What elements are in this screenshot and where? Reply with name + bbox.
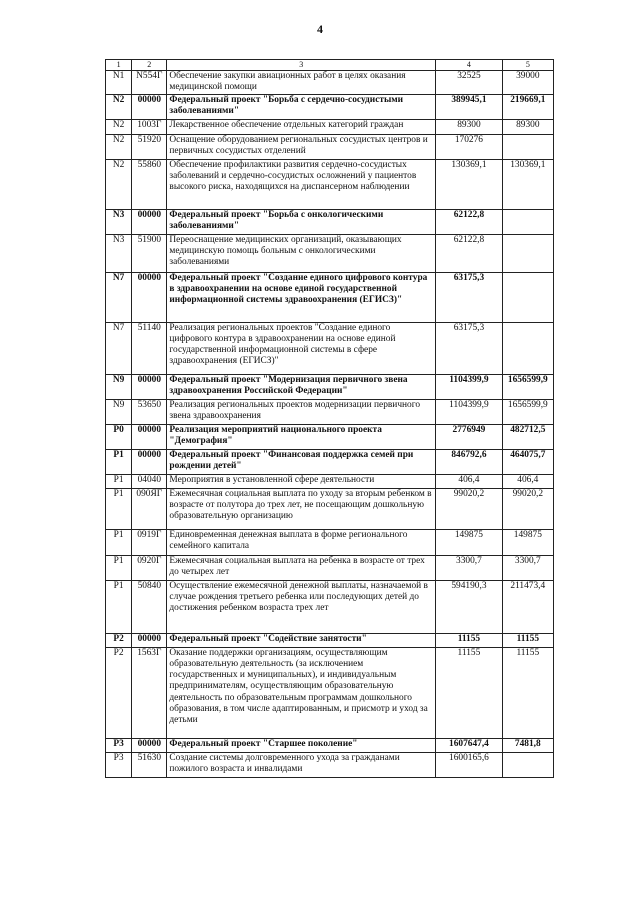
amount-year-1-cell: 170276 — [436, 134, 502, 159]
table-row — [106, 738, 554, 752]
description-cell: Ежемесячная социальная выплата на ребенка в возрасте от трех до четырех лет — [167, 555, 436, 580]
section-code-cell: P1 — [106, 488, 132, 529]
table-body — [106, 71, 554, 778]
amount-year-2-cell: 149875 — [502, 529, 553, 555]
item-code-cell: 00000 — [132, 209, 167, 234]
table-row — [106, 119, 554, 134]
section-code-cell: N2 — [106, 94, 132, 119]
amount-year-2-cell — [502, 209, 553, 234]
description-cell: Федеральный проект "Создание единого цифрового контура в здравоохранении на основе единой государственной информационной системы здравоохранения (ЕГИСЗ)" — [167, 272, 436, 322]
description-cell: Федеральный проект "Старшее поколение" — [167, 738, 436, 752]
item-code-cell: 51920 — [132, 134, 167, 159]
amount-year-1-cell: 99020,2 — [436, 488, 502, 529]
amount-year-1-cell: 389945,1 — [436, 94, 502, 119]
description-cell: Обеспечение закупки авиационных работ в целях оказания медицинской помощи — [167, 71, 436, 95]
amount-year-2-cell — [502, 752, 553, 777]
description-cell: Реализация мероприятий национального проекта "Демография" — [167, 424, 436, 449]
item-code-cell: 00000 — [132, 272, 167, 322]
amount-year-1-cell: 3300,7 — [436, 555, 502, 580]
amount-year-1-cell: 594190,3 — [436, 580, 502, 633]
amount-year-2-cell — [502, 322, 553, 374]
table-row — [106, 322, 554, 374]
description-cell: Реализация региональных проектов "Создание единого цифрового контура в здравоохранении на основе единой государственной информационной системы в сфере здравоохранения (ЕГИСЗ)" — [167, 322, 436, 374]
section-code-cell: N7 — [106, 272, 132, 322]
item-code-cell: 55860 — [132, 159, 167, 209]
description-cell: Обеспечение профилактики развития сердечно-сосудистых заболеваний и сердечно-сосудистых осложнений у пациентов высокого риска, находящихся на диспансерном наблюдении — [167, 159, 436, 209]
amount-year-2-cell: 7481,8 — [502, 738, 553, 752]
section-code-cell: P2 — [106, 633, 132, 647]
page-number: 4 — [317, 22, 323, 36]
amount-year-2-cell: 464075,7 — [502, 449, 553, 474]
description-cell: Федеральный проект "Модернизация первичного звена здравоохранения Российской Федерации" — [167, 374, 436, 399]
amount-year-2-cell: 99020,2 — [502, 488, 553, 529]
table-row — [106, 209, 554, 234]
amount-year-1-cell: 11155 — [436, 633, 502, 647]
item-code-cell: 53650 — [132, 399, 167, 424]
amount-year-1-cell: 11155 — [436, 647, 502, 738]
table-row — [106, 647, 554, 738]
item-code-cell: 51900 — [132, 234, 167, 272]
section-code-cell: N3 — [106, 209, 132, 234]
table-row — [106, 234, 554, 272]
amount-year-2-cell: 482712,5 — [502, 424, 553, 449]
description-cell: Реализация региональных проектов модернизации первичного звена здравоохранения — [167, 399, 436, 424]
description-cell: Федеральный проект "Содействие занятости" — [167, 633, 436, 647]
table-row — [106, 272, 554, 322]
amount-year-2-cell: 219669,1 — [502, 94, 553, 119]
description-cell: Создание системы долговременного ухода за гражданами пожилого возраста и инвалидами — [167, 752, 436, 777]
section-code-cell: N2 — [106, 119, 132, 134]
section-code-cell: P1 — [106, 555, 132, 580]
amount-year-1-cell: 63175,3 — [436, 272, 502, 322]
table-row — [106, 159, 554, 209]
amount-year-1-cell: 1104399,9 — [436, 399, 502, 424]
item-code-cell: 00000 — [132, 738, 167, 752]
amount-year-2-cell — [502, 134, 553, 159]
section-code-cell: N1 — [106, 71, 132, 95]
amount-year-2-cell: 130369,1 — [502, 159, 553, 209]
budget-table — [105, 59, 554, 778]
amount-year-1-cell: 130369,1 — [436, 159, 502, 209]
amount-year-1-cell: 1600165,6 — [436, 752, 502, 777]
table-row — [106, 374, 554, 399]
section-code-cell: P2 — [106, 647, 132, 738]
amount-year-1-cell: 89300 — [436, 119, 502, 134]
table-row — [106, 488, 554, 529]
item-code-cell: 090ЯГ — [132, 488, 167, 529]
amount-year-1-cell: 1104399,9 — [436, 374, 502, 399]
table-row — [106, 134, 554, 159]
amount-year-2-cell: 406,4 — [502, 474, 553, 488]
description-cell: Лекарственное обеспечение отдельных категорий граждан — [167, 119, 436, 134]
section-code-cell: N2 — [106, 134, 132, 159]
description-cell: Осуществление ежемесячной денежной выплаты, назначаемой в случае рождения третьего ребенка или последующих детей до достижения ребенком возраста трех лет — [167, 580, 436, 633]
amount-year-1-cell: 406,4 — [436, 474, 502, 488]
description-cell: Мероприятия в установленной сфере деятельности — [167, 474, 436, 488]
item-code-cell: 00000 — [132, 449, 167, 474]
amount-year-2-cell: 211473,4 — [502, 580, 553, 633]
section-code-cell: P1 — [106, 580, 132, 633]
item-code-cell: 04040 — [132, 474, 167, 488]
section-code-cell: P0 — [106, 424, 132, 449]
amount-year-2-cell: 1656599,9 — [502, 399, 553, 424]
item-code-cell: 1003Г — [132, 119, 167, 134]
table-row — [106, 529, 554, 555]
table-row — [106, 633, 554, 647]
description-cell: Ежемесячная социальная выплата по уходу за вторым ребенком в возрасте от полутора до трех лет, не посещающим дошкольную образовательную организацию — [167, 488, 436, 529]
section-code-cell: P3 — [106, 752, 132, 777]
section-code-cell: P3 — [106, 738, 132, 752]
section-code-cell: P1 — [106, 529, 132, 555]
description-cell: Федеральный проект "Борьба с онкологическими заболеваниями" — [167, 209, 436, 234]
table-row — [106, 474, 554, 488]
table-row — [106, 752, 554, 777]
section-code-cell: P1 — [106, 449, 132, 474]
item-code-cell: N554Г — [132, 71, 167, 95]
section-code-cell: N7 — [106, 322, 132, 374]
amount-year-2-cell: 11155 — [502, 647, 553, 738]
table-row — [106, 424, 554, 449]
item-code-cell: 0919Г — [132, 529, 167, 555]
description-cell: Единовременная денежная выплата в форме регионального семейного капитала — [167, 529, 436, 555]
section-code-cell: N2 — [106, 159, 132, 209]
header-row — [106, 60, 554, 71]
item-code-cell: 51140 — [132, 322, 167, 374]
amount-year-1-cell: 149875 — [436, 529, 502, 555]
amount-year-2-cell: 39000 — [502, 71, 553, 95]
description-cell: Федеральный проект "Борьба с сердечно-сосудистыми заболеваниями" — [167, 94, 436, 119]
amount-year-2-cell — [502, 234, 553, 272]
description-cell: Переоснащение медицинских организаций, оказывающих медицинскую помощь больным с онкологическими заболеваниями — [167, 234, 436, 272]
header-col-2: 2 — [132, 60, 167, 71]
header-col-3: 3 — [167, 60, 436, 71]
amount-year-1-cell: 846792,6 — [436, 449, 502, 474]
item-code-cell: 51630 — [132, 752, 167, 777]
table-row — [106, 399, 554, 424]
table-row — [106, 555, 554, 580]
table-row — [106, 449, 554, 474]
description-cell: Федеральный проект "Финансовая поддержка семей при рождении детей" — [167, 449, 436, 474]
section-code-cell: N9 — [106, 374, 132, 399]
header-col-4: 4 — [436, 60, 502, 71]
amount-year-1-cell: 62122,8 — [436, 209, 502, 234]
amount-year-2-cell: 11155 — [502, 633, 553, 647]
item-code-cell: 50840 — [132, 580, 167, 633]
section-code-cell: N9 — [106, 399, 132, 424]
section-code-cell: N3 — [106, 234, 132, 272]
item-code-cell: 0920Г — [132, 555, 167, 580]
description-cell: Оснащение оборудованием региональных сосудистых центров и первичных сосудистых отделений — [167, 134, 436, 159]
item-code-cell: 00000 — [132, 374, 167, 399]
item-code-cell: 00000 — [132, 633, 167, 647]
item-code-cell: 00000 — [132, 94, 167, 119]
amount-year-2-cell: 3300,7 — [502, 555, 553, 580]
item-code-cell: 1563Г — [132, 647, 167, 738]
amount-year-1-cell: 2776949 — [436, 424, 502, 449]
amount-year-2-cell: 1656599,9 — [502, 374, 553, 399]
table-row — [106, 94, 554, 119]
amount-year-2-cell — [502, 272, 553, 322]
amount-year-2-cell: 89300 — [502, 119, 553, 134]
table-row — [106, 580, 554, 633]
header-col-1: 1 — [106, 60, 132, 71]
amount-year-1-cell: 1607647,4 — [436, 738, 502, 752]
section-code-cell: P1 — [106, 474, 132, 488]
description-cell: Оказание поддержки организациям, осуществляющим образовательную деятельность (за исключением государственных и муниципальных), и индивидуальным предпринимателям, осуществляющим образовательную деятельность по образовательным программам дошкольного образования, в том числе адаптированным, и присмотр и уход за детьми — [167, 647, 436, 738]
amount-year-1-cell: 32525 — [436, 71, 502, 95]
item-code-cell: 00000 — [132, 424, 167, 449]
header-col-5: 5 — [502, 60, 553, 71]
amount-year-1-cell: 63175,3 — [436, 322, 502, 374]
table-row — [106, 71, 554, 95]
amount-year-1-cell: 62122,8 — [436, 234, 502, 272]
